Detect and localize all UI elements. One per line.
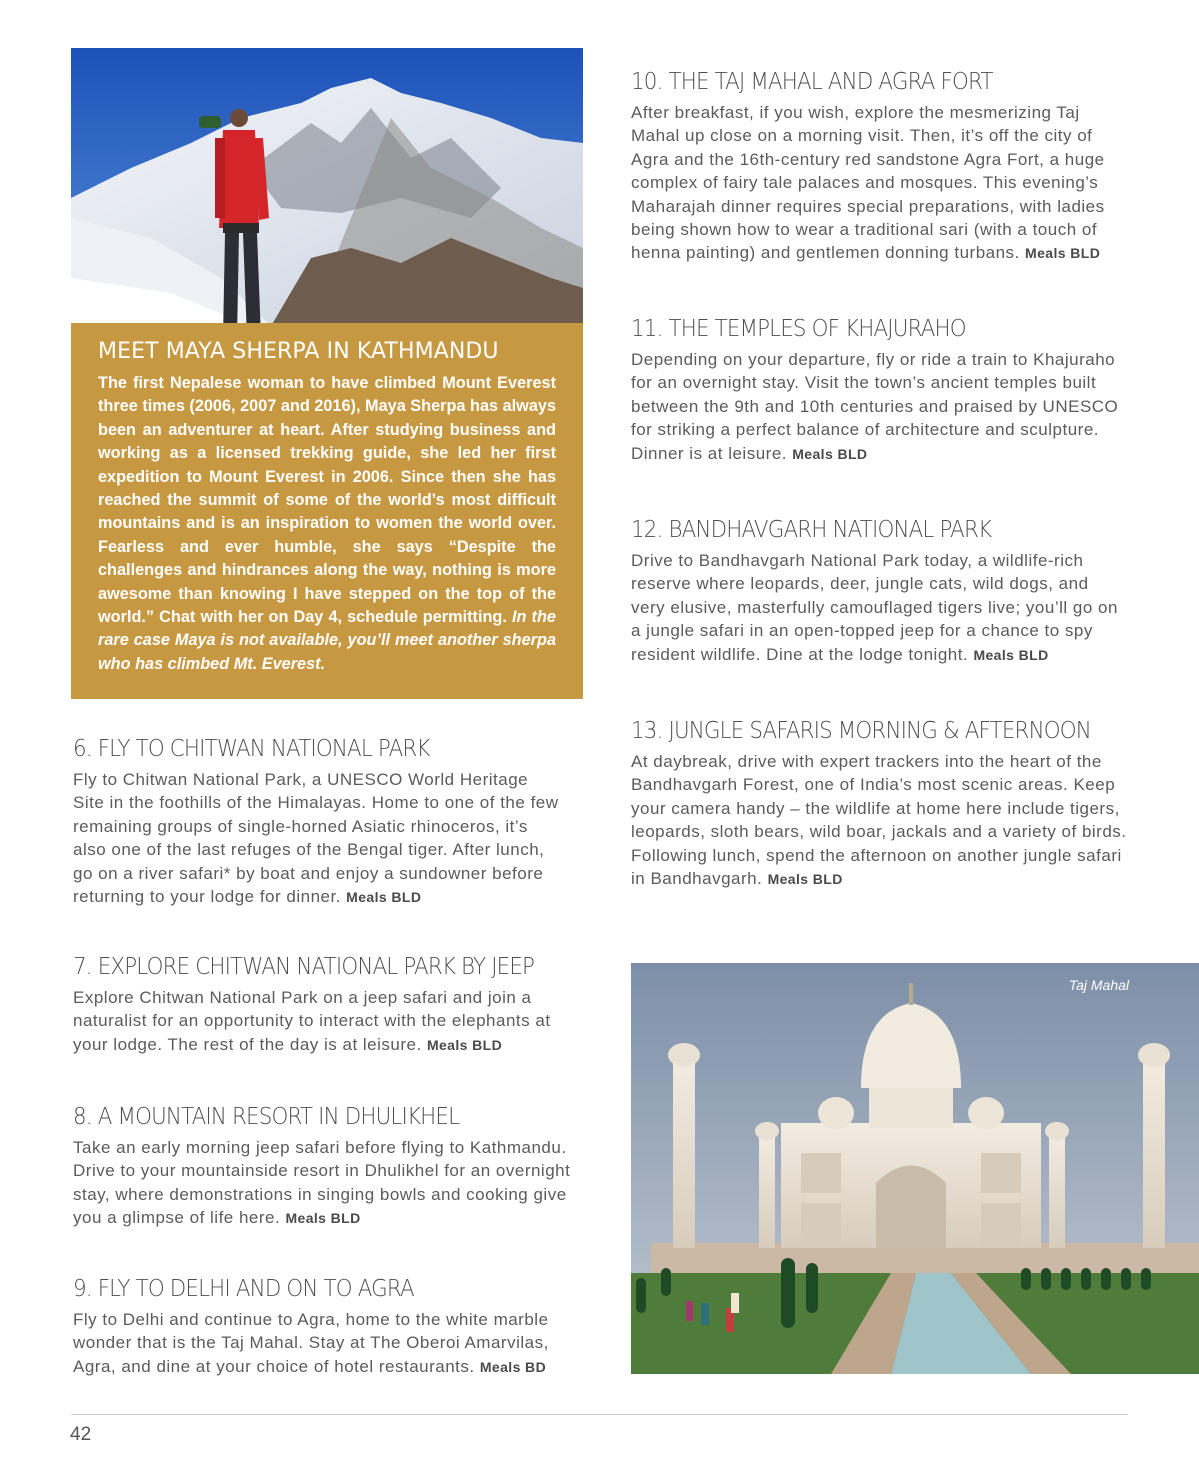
day-title: 9. FLY TO DELHI AND ON TO AGRA xyxy=(73,1276,414,1302)
day-title: 11. THE TEMPLES OF KHAJURAHO xyxy=(631,316,966,342)
day-text: Explore Chitwan National Park on a jeep safari and join a naturalist for an opportunity to interact with the elephants at your lodge. The rest of the day is at leisure. xyxy=(73,988,551,1054)
meals-label: Meals BLD xyxy=(767,871,843,888)
meals-label: Meals BLD xyxy=(1025,245,1101,262)
taj-mahal-photo xyxy=(631,963,1199,1374)
meals-label: Meals BLD xyxy=(973,646,1049,663)
day-text: At daybreak, drive with expert trackers into the heart of the Bandhavgarh Forest, one of India’s most scenic areas. Keep your camera handy – the wildlife at home here include tigers, leopards, sloth bears, wild boar, jackals and a variety of birds. Following lunch, spend the afternoon on another jungle safari in Bandhavgarh. xyxy=(631,752,1127,889)
day-text: Take an early morning jeep safari before flying to Kathmandu. Drive to your mountainside resort in Dhulikhel for an overnight stay, where demonstrations in singing bowls and cooking give you a glimpse of life here. xyxy=(73,1138,571,1228)
day-title: 7. EXPLORE CHITWAN NATIONAL PARK BY JEEP xyxy=(73,954,535,980)
taj-mahal-illustration xyxy=(631,963,1199,1374)
day-description xyxy=(73,986,563,1057)
day-title: 10. THE TAJ MAHAL AND AGRA FORT xyxy=(631,69,993,95)
day-11 xyxy=(631,316,1121,466)
photo-caption: Taj Mahal xyxy=(1068,977,1129,993)
sherpa-title: MEET MAYA SHERPA IN KATHMANDU xyxy=(98,339,499,364)
page-number: 42 xyxy=(70,1424,92,1445)
meals-label: Meals BD xyxy=(479,1358,547,1375)
day-8 xyxy=(73,1104,573,1231)
day-9 xyxy=(73,1276,573,1379)
meals-label: Meals BLD xyxy=(792,445,868,462)
day-text: Fly to Delhi and continue to Agra, home to the white marble wonder that is the Taj Mahal. Stay at The Oberoi Amarvilas, Agra, and dine at your choice of hotel restaurants. xyxy=(73,1310,549,1376)
meals-label: Meals BLD xyxy=(285,1210,361,1227)
day-title: 8. A MOUNTAIN RESORT IN DHULIKHEL xyxy=(73,1104,460,1130)
meals-label: Meals BLD xyxy=(346,889,422,906)
day-13 xyxy=(631,718,1141,891)
footer-divider xyxy=(71,1414,1128,1415)
day-description xyxy=(73,1136,573,1231)
day-text: Depending on your departure, fly or ride a train to Khajuraho for an overnight stay. Visit the town’s ancient temples built between the 9th and 10th centuries and praised by UNESCO for striking a perfect balance of architecture and sculpture. Dinner is at leisure. xyxy=(631,350,1119,463)
day-12 xyxy=(631,517,1121,667)
day-description xyxy=(631,101,1131,266)
day-text: Fly to Chitwan National Park, a UNESCO World Heritage Site in the foothills of the Himalayas. Home to one of the few remaining groups of single-horned Asiatic rhinoceros, it’s also one of the last refuges of the Bengal tiger. After lunch, go on a river safari* by boat and enjoy a sundowner before returning to your lodge for dinner. xyxy=(73,770,559,907)
day-title: 12. BANDHAVGARH NATIONAL PARK xyxy=(631,517,992,543)
day-6 xyxy=(73,736,563,909)
day-title: 6. FLY TO CHITWAN NATIONAL PARK xyxy=(73,736,430,762)
sherpa-description xyxy=(98,372,556,676)
day-description xyxy=(631,750,1141,891)
meals-label: Meals BLD xyxy=(426,1036,503,1053)
mountain-illustration xyxy=(71,48,583,326)
day-text: After breakfast, if you wish, explore the mesmerizing Taj Mahal up close on a morning visit. Then, it’s off the city of Agra and the 16th-century red sandstone Agra Fort, a huge complex of fairy tale palaces and mosques. This evening’s Maharajah dinner requires special preparations, with ladies being shown how to wear a traditional sari (with a touch of henna painting) and gentlemen donning turbans. xyxy=(631,103,1105,263)
mountain-climber-photo xyxy=(71,48,583,326)
day-text: Drive to Bandhavgarh National Park today, a wildlife-rich reserve where leopards, deer, jungle cats, wild dogs, and very elusive, masterfully camouflaged tigers live; you’ll go on a jungle safari in an open-topped jeep for a chance to spy resident wildlife. Dine at the lodge tonight. xyxy=(631,551,1118,664)
day-description xyxy=(631,348,1121,466)
day-description xyxy=(631,549,1121,667)
day-7 xyxy=(73,954,563,1057)
sherpa-feature-box xyxy=(71,323,583,699)
day-description xyxy=(73,1308,573,1379)
day-title: 13. JUNGLE SAFARIS MORNING & AFTERNOON xyxy=(631,718,1091,744)
day-description xyxy=(73,768,563,909)
day-10 xyxy=(631,69,1131,266)
sherpa-body: The first Nepalese woman to have climbed Mount Everest three times (2006, 2007 and 2016), Maya Sherpa has always been an adventurer at heart. After studying business and working as a licensed trekking guide, she led her first expedition to Mount Everest in 2006. Since then she has reached the summit of some of the world’s most difficult mountains and is an inspiration to women the world over. Fearless and ever humble, she says “Despite the challenges and hindrances along the way, nothing is more awesome than knowing I have stepped on the top of the world.” Chat with her on Day 4, schedule permitting. xyxy=(98,374,556,627)
sherpa-italic-note: In the rare case Maya is not available, you’ll meet another sherpa who has climbed Mt. Everest. xyxy=(98,608,556,673)
